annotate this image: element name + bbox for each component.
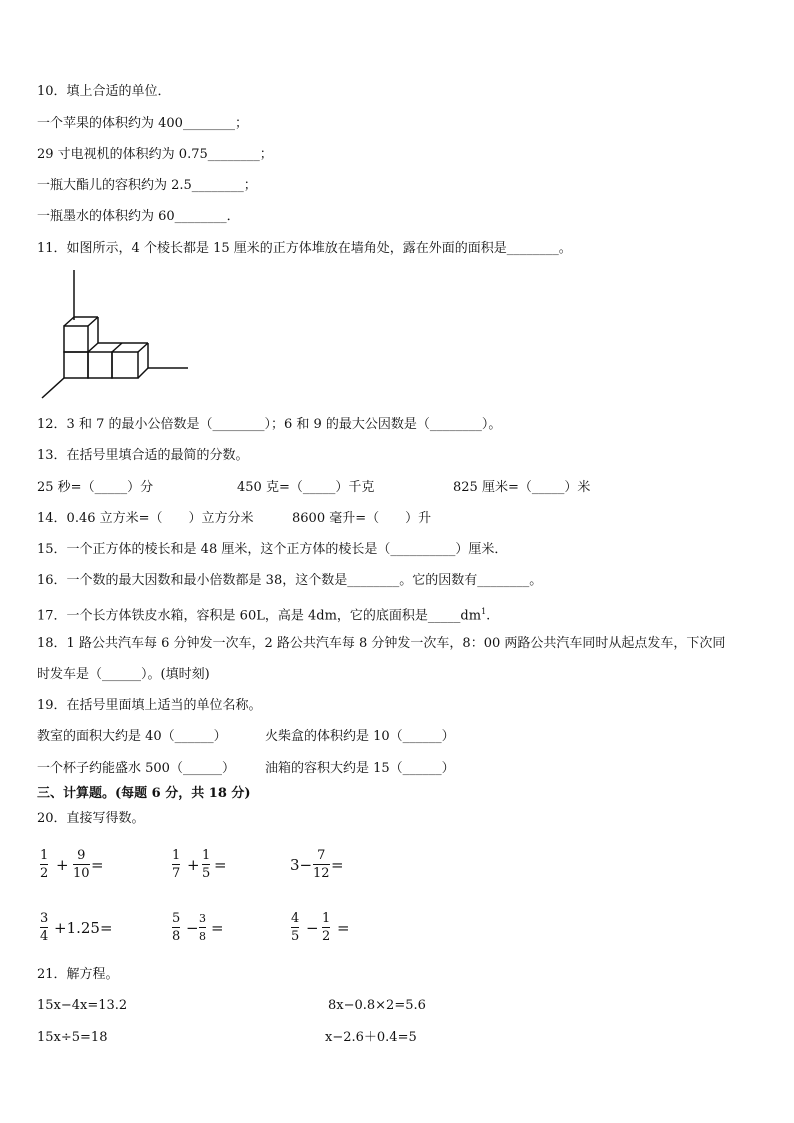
q10-line-3: 一瓶大酯儿的容积约为 2.5________； <box>37 178 257 193</box>
q17-text: 17．一个长方体铁皮水箱，容积是 60L，高是 4dm，它的底面积是$\_\_\_\_\_dm^1$. <box>37 607 491 624</box>
q15-text: 15．一个正方体的棱长和是 48 厘米，这个正方体的棱长是（__________）厘米． <box>37 542 508 557</box>
q12-text: 12．3 和 7 的最小公倍数是（________）；6 和 9 的最大公因数是（________）。 <box>37 417 502 432</box>
floor-left-edge <box>42 378 64 398</box>
q13-title: 13．在括号里填合适的最简的分数。 <box>37 448 249 463</box>
q10-line-2: 29 寸电视机的体积约为 0.75________； <box>37 147 273 162</box>
q16-text: 16．一个数的最大因数和最小倍数都是 38，这个数是________。它的因数有________。 <box>37 573 543 588</box>
q21-title: 21．解方程。 <box>37 967 119 982</box>
q19-c: 一个杯子约能盛水 500（______） <box>37 761 235 776</box>
cubes-figure <box>38 268 190 400</box>
cube-top-front <box>64 326 88 352</box>
q13-b: 450 克=（_____）千克 <box>237 480 375 495</box>
q13-a: 25 秒=（_____）分 <box>37 480 154 495</box>
q21-d: x−2.6＋0.4=5 <box>325 1030 417 1045</box>
cube-bottom-3 <box>112 352 138 378</box>
q19-b: 火柴盒的体积约是 10（______） <box>265 729 455 744</box>
q21-c: 15x÷5=18 <box>37 1030 108 1045</box>
q21-b: 8x−0.8×2=5.6 <box>328 998 426 1013</box>
cube-bottom-1 <box>64 352 88 378</box>
q14-b: 8600 毫升=（ ）升 <box>292 511 432 526</box>
q19-title: 19．在括号里面填上适当的单位名称。 <box>37 698 262 713</box>
q14-a: 14．0.46 立方米=（ ）立方分米 <box>37 511 254 526</box>
q20-title: 20．直接写得数。 <box>37 811 145 826</box>
cube-bottom-2 <box>88 352 112 378</box>
section-3-title: 三、计算题。(每题 6 分，共 18 分) <box>37 786 251 801</box>
q18-line-2: 时发车是（______）。(填时刻) <box>37 667 210 682</box>
q19-a: 教室的面积大约是 40（______） <box>37 729 227 744</box>
q10-title: 10．填上合适的单位． <box>37 84 171 99</box>
q19-d: 油箱的容积大约是 15（______） <box>265 761 455 776</box>
q13-c: 825 厘米=（_____）米 <box>453 480 591 495</box>
q18-line-1: 18．1 路公共汽车每 6 分钟发一次车，2 路公共汽车每 8 分钟发一次车，8：00 两路公共汽车同时从起点发车，下次同 <box>37 636 726 651</box>
q21-a: 15x−4x=13.2 <box>37 998 128 1013</box>
q10-line-1: 一个苹果的体积约为 400________； <box>37 116 248 131</box>
q10-line-4: 一瓶墨水的体积约为 60________． <box>37 209 240 224</box>
q11-text: 11．如图所示，4 个棱长都是 15 厘米的正方体堆放在墙角处，露在外面的面积是________。 <box>37 241 572 256</box>
